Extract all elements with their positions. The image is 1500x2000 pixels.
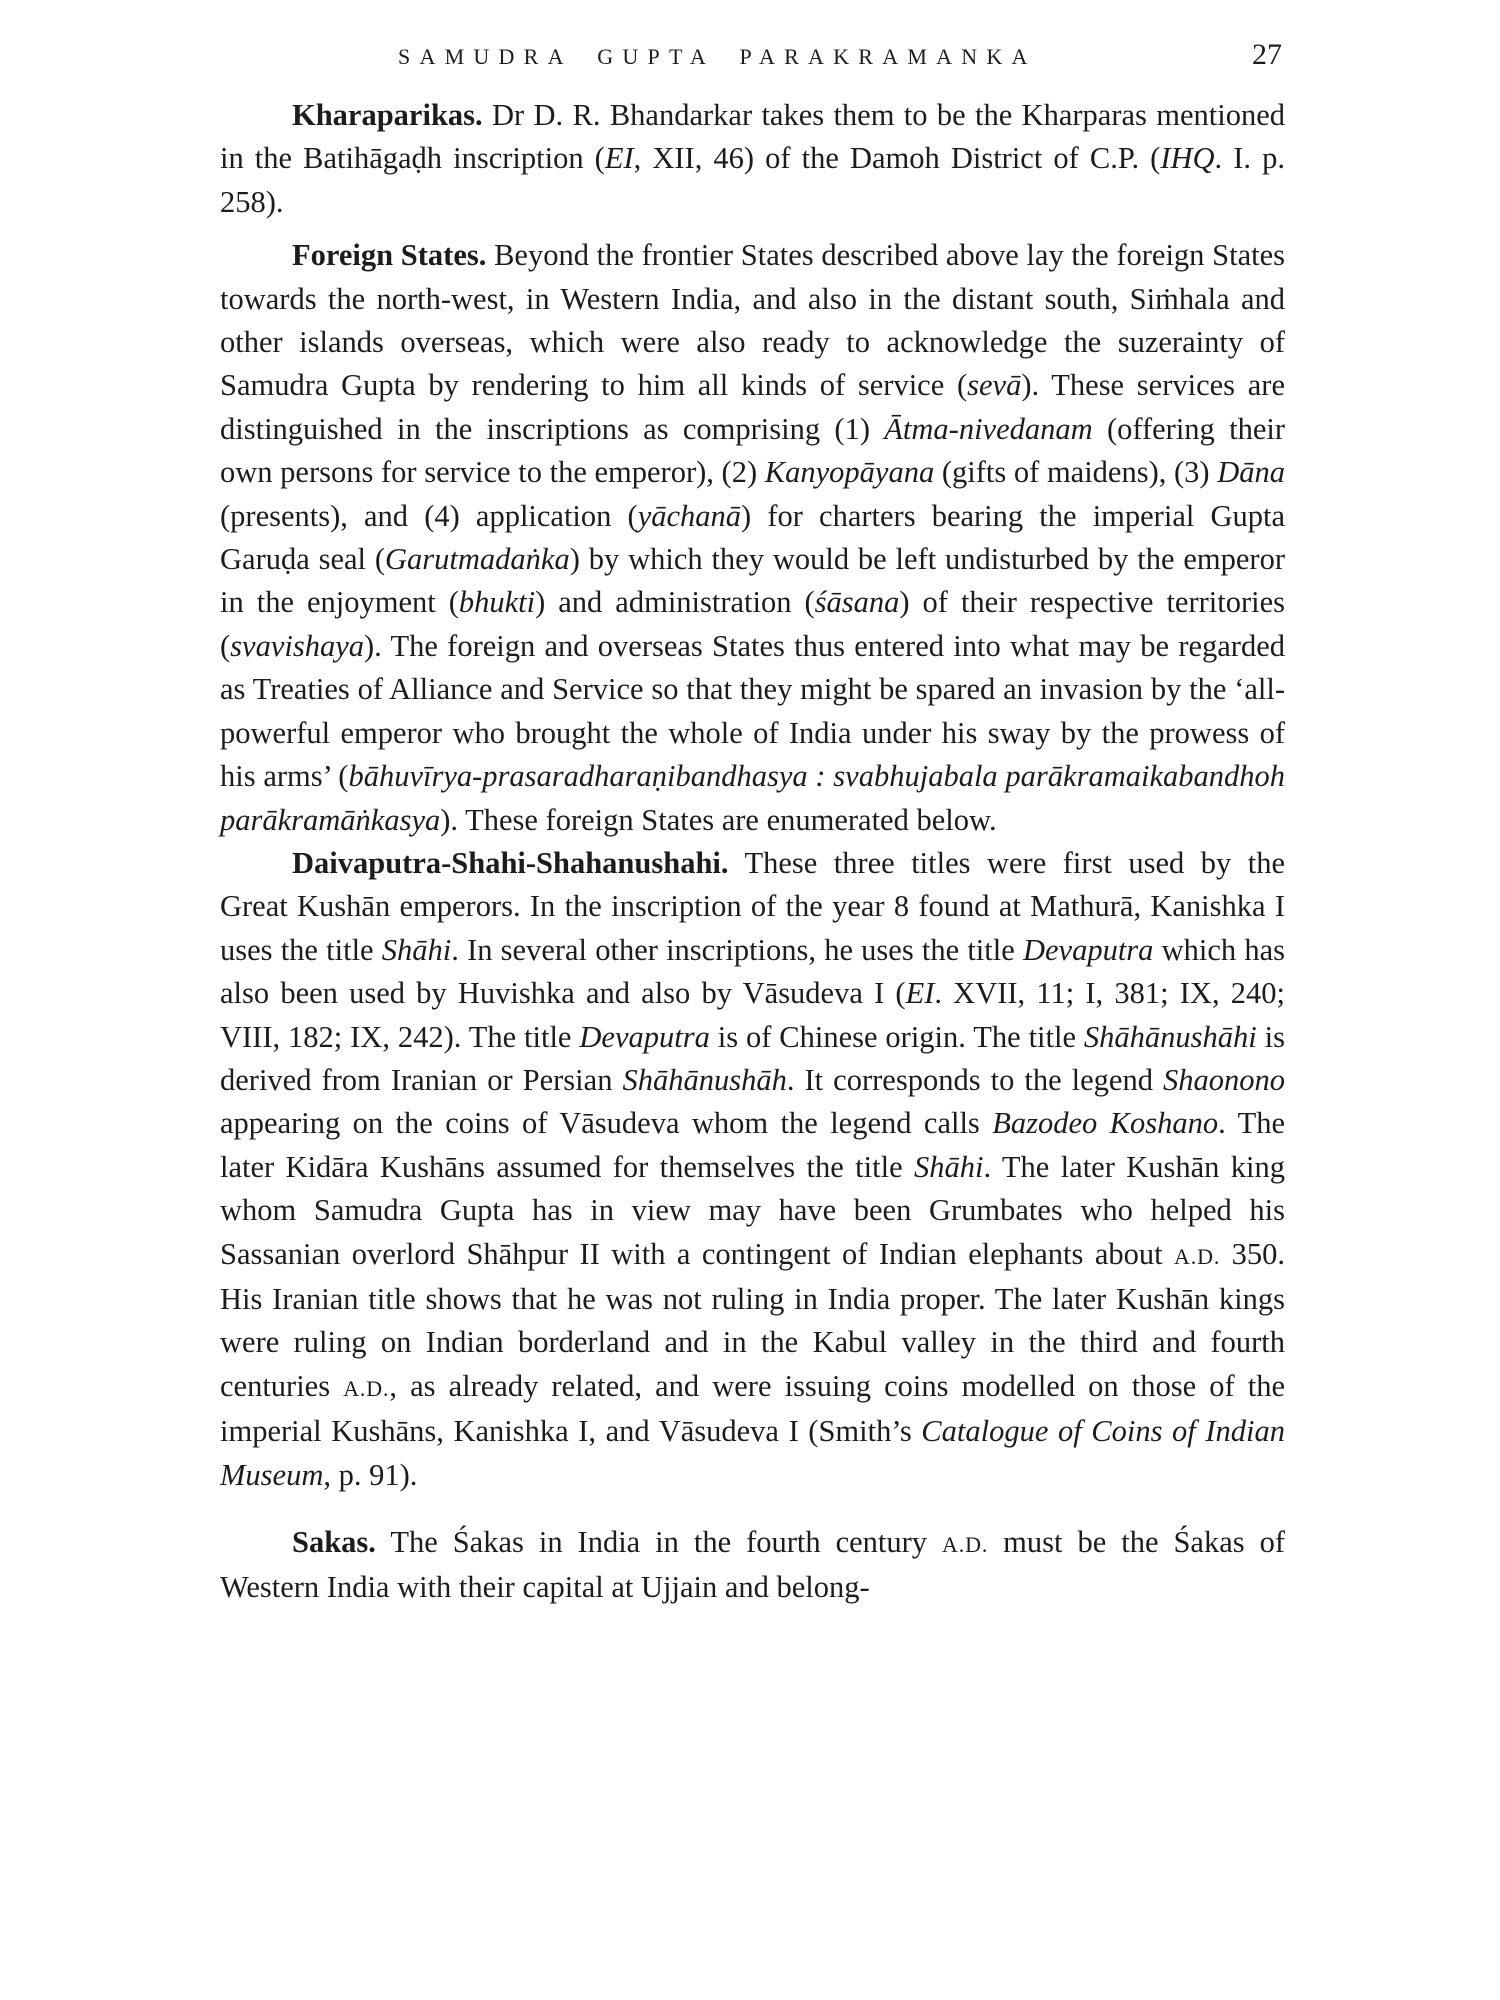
paragraph-kharaparikas: Kharaparikas. Dr D. R. Bhandarkar takes them to be the Kharparas mentioned in the Batihāgaḍh inscription (EI, XII, 46) of the Damoh District of C.P. (IHQ. I. p. 258). <box>220 98 1285 219</box>
paragraph-daivaputra: Daivaputra-Shahi-Shahanushahi. These three titles were first used by the Great Kushān emperors. In the inscription of the year 8 found at Mathurā, Kanishka I uses the title Shāhi. In several other inscriptions, he uses the title Devaputra which has also been used by Huvishka and also by Vāsudeva I (EI. XVII, 11; I, 381; IX, 240; VIII, 182; IX, 242). The title Devaputra is of Chinese origin. The title Shāhānushāhi is derived from Iranian or Persian Shāhānushāh. It corresponds to the legend Shaonono appearing on the coins of Vāsudeva whom the legend calls Bazodeo Koshano. The later Kidāra Kushāns assumed for themselves the title Shāhi. The later Kushān king whom Samudra Gupta has in view may have been Grumbates who helped his Sassanian overlord Shāhpur II with a contingent of Indian elephants about A.D. 350. His Iranian title shows that he was not ruling in India proper. The later Kushān kings were ruling on Indian borderland and in the Kabul valley in the third and fourth centuries A.D., as already related, and were issuing coins modelled on those of the imperial Kushāns, Kanishka I, and Vāsudeva I (Smith’s Catalogue of Coins of Indian Museum, p. 91). <box>220 845 1286 1492</box>
paragraph-heading: Foreign States. <box>292 238 487 273</box>
page-body <box>220 94 1285 1610</box>
page-number: 27 <box>1252 38 1282 71</box>
running-head: SAMUDRA GUPTA PARAKRAMANKA <box>398 44 1037 69</box>
paragraph-foreign-states: Foreign States. Beyond the frontier States described above lay the foreign States towards the north-west, in Western India, and also in the distant south, Siṁhala and other islands overseas, which were also ready to acknowledge the suzerainty of Samudra Gupta by rendering to him all kinds of service (sevā). These services are distinguished in the inscriptions as comprising (1) Ātma-nivedanam (offering their own persons for service to the emperor), (2) Kanyopāyana (gifts of maidens), (3) Dāna (presents), and (4) application (yāchanā) for charters bearing the imperial Gupta Garuḍa seal (Garutmadaṅka) by which they would be left undisturbed by the emperor in the enjoyment (bhukti) and administration (śāsana) of their respective territories (svavishaya). The foreign and overseas States thus entered into what may be regarded as Treaties of Alliance and Service so that they might be spared an invasion by the ‘all-powerful emperor who brought the whole of India under his sway by the prowess of his arms’ (bāhuvīrya-prasaradharaṇibandhasya : svabhujabala parākramaikabandhoh parākramāṅkasya). These foreign States are enumerated below. <box>220 238 1286 837</box>
paragraph-heading: Kharaparikas. <box>292 98 483 132</box>
paragraph-heading: Sakas. <box>292 1525 376 1559</box>
paragraph-sakas: Sakas. The Śakas in India in the fourth century A.D. must be the Śakas of Western India with their capital at Ujjain and belong- <box>220 1525 1285 1605</box>
paragraph-heading: Daivaputra-Shahi-Shahanushahi. <box>292 845 729 880</box>
